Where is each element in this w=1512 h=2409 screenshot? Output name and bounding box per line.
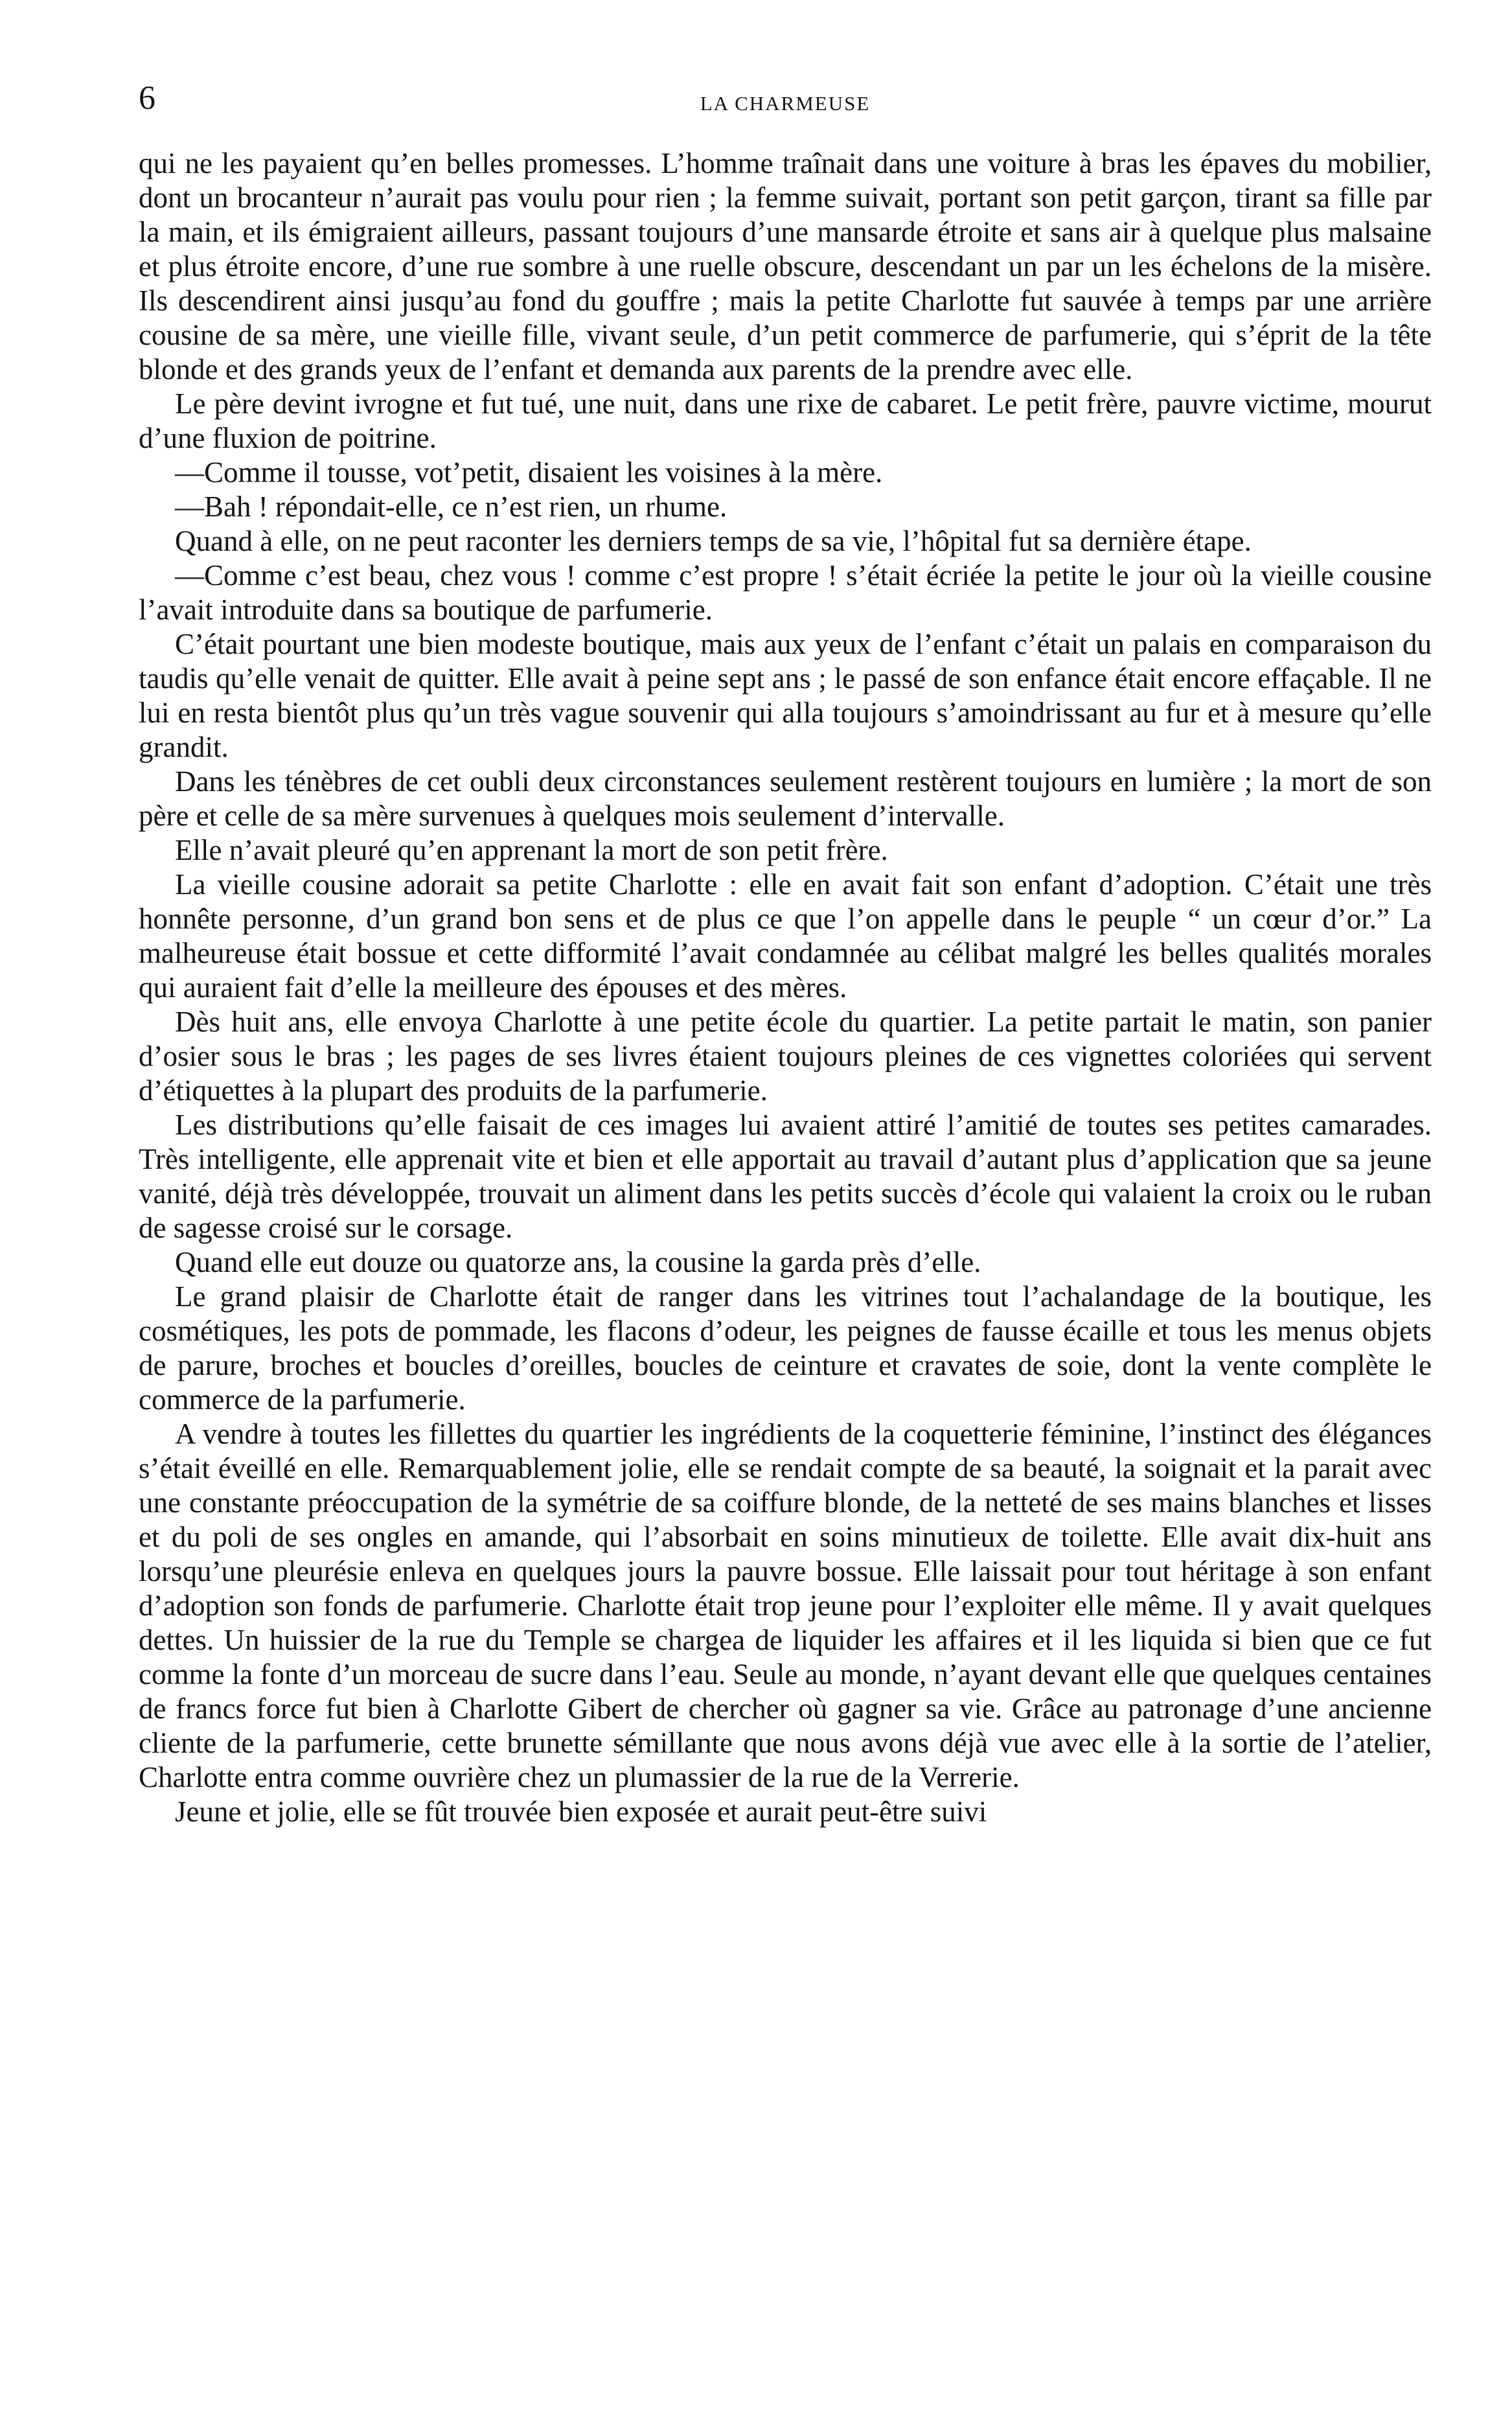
paragraph: qui ne les payaient qu’en belles promesses. L’homme traînait dans une voiture à bras les épaves du mobilier, dont un brocanteur n’aurait pas voulu pour rien ; la femme suivait, portant son petit garçon, tirant sa fille par la main, et ils émigraient ailleurs, passant toujours d’une mansarde étroite et sans air à quelque plus malsaine et plus étroite encore, d’une rue sombre à une ruelle obscure, descendant un par un les échelons de la misère. Ils descendirent ainsi jusqu’au fond du gouffre ; mais la petite Charlotte fut sauvée à temps par une arrière cousine de sa mère, une vieille fille, vivant seule, d’un petit commerce de parfumerie, qui s’éprit de la tête blonde et des grands yeux de l’enfant et demanda aux parents de la prendre avec elle. xyxy=(139,147,1432,386)
page-header xyxy=(139,82,1432,127)
paragraph: La vieille cousine adorait sa petite Charlotte : elle en avait fait son enfant d’adoption. C’était une très honnête personne, d’un grand bon sens et de plus ce que l’on appelle dans le peuple “ un cœur d’or.” La malheureuse était bossue et cette difformité l’avait condamnée au célibat malgré les belles qualités morales qui auraient fait d’elle la meilleure des épouses et des mères. xyxy=(139,868,1432,1004)
page-number: 6 xyxy=(139,80,155,117)
paragraph: Le père devint ivrogne et fut tué, une nuit, dans une rixe de cabaret. Le petit frère, pauvre victime, mourut d’une fluxion de poitrine. xyxy=(139,387,1432,454)
paragraph: Quand à elle, on ne peut raconter les derniers temps de sa vie, l’hôpital fut sa dernière étape. xyxy=(175,525,1252,557)
paragraph: Elle n’avait pleuré qu’en apprenant la mort de son petit frère. xyxy=(175,834,888,866)
paragraph: Jeune et jolie, elle se fût trouvée bien exposée et aurait peut-être suivi xyxy=(175,1795,987,1828)
paragraph: A vendre à toutes les fillettes du quartier les ingrédients de la coquetterie féminine, l’instinct des élégances s’était éveillé en elle. Remarquablement jolie, elle se rendait compte de sa beauté, la soignait et la parait avec une constante préoccupation de la symétrie de sa coiffure blonde, de la netteté de ses mains blanches et lisses et du poli de ses ongles en amande, qui l’absorbait en soins minutieux de toilette. Elle avait dix-huit ans lorsqu’une pleurésie enleva en quelques jours la pauvre bossue. Elle laissait pour tout héritage à son enfant d’adoption son fonds de parfumerie. Charlotte était trop jeune pour l’exploiter elle même. Il y avait quelques dettes. Un huissier de la rue du Temple se chargea de liquider les affaires et il les liquida si bien que ce fut comme la fonte d’un morceau de sucre dans l’eau. Seule au monde, n’ayant devant elle que quelques centaines de francs force fut bien à Charlotte Gibert de chercher où gagner sa vie. Grâce au patronage d’une ancienne cliente de la parfumerie, cette brunette sémillante que nous avons déjà vue avec elle à la sortie de l’atelier, Charlotte entra comme ouvrière chez un plumassier de la rue de la Verrerie. xyxy=(139,1418,1432,1793)
paragraph: —Bah ! répondait-elle, ce n’est rien, un rhume. xyxy=(175,490,727,523)
paragraph: Dans les ténèbres de cet oubli deux circonstances seulement restèrent toujours en lumière ; la mort de son père et celle de sa mère survenues à quelques mois seulement d’intervalle. xyxy=(139,765,1432,832)
paragraph: —Comme c’est beau, chez vous ! comme c’est propre ! s’était écriée la petite le jour où la vieille cousine l’avait introduite dans sa boutique de parfumerie. xyxy=(139,559,1432,626)
paragraph: Quand elle eut douze ou quatorze ans, la cousine la garda près d’elle. xyxy=(175,1246,981,1278)
paragraph: Dès huit ans, elle envoya Charlotte à une petite école du quartier. La petite partait le matin, son panier d’osier sous le bras ; les pages de ses livres étaient toujours pleines de ces vignettes coloriées qui servent d’étiquettes à la plupart des produits de la parfumerie. xyxy=(139,1006,1432,1107)
paragraph: Le grand plaisir de Charlotte était de ranger dans les vitrines tout l’achalandage de la boutique, les cosmétiques, les pots de pommade, les flacons d’odeur, les peignes de fausse écaille et tous les menus objets de parure, broches et boucles d’oreilles, boucles de ceinture et cravates de soie, dont la vente complète le commerce de la parfumerie. xyxy=(139,1280,1432,1416)
running-title: LA CHARMEUSE xyxy=(700,92,871,115)
body-text xyxy=(139,146,1432,1829)
paragraph: —Comme il tousse, vot’petit, disaient les voisines à la mère. xyxy=(175,456,883,489)
paragraph: Les distributions qu’elle faisait de ces images lui avaient attiré l’amitié de toutes ses petites camarades. Très intelligente, elle apprenait vite et bien et elle apportait au travail d’autant plus d’application que sa jeune vanité, déjà très développée, trouvait un aliment dans les petits succès d’école qui valaient la croix ou le ruban de sagesse croisé sur le corsage. xyxy=(139,1109,1432,1244)
paragraph: C’était pourtant une bien modeste boutique, mais aux yeux de l’enfant c’était un palais en comparaison du taudis qu’elle venait de quitter. Elle avait à peine sept ans ; le passé de son enfance était encore effaçable. Il ne lui en resta bientôt plus qu’un très vague souvenir qui alla toujours s’amoindrissant au fur et à mesure qu’elle grandit. xyxy=(139,628,1432,763)
